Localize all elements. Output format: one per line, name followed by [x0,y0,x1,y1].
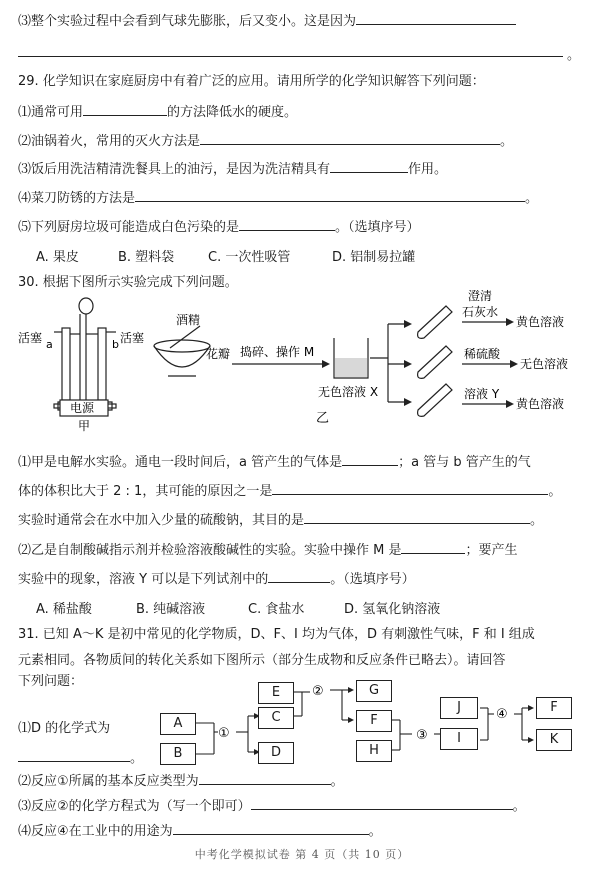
q31-p1-end: 。 [130,751,144,766]
q30-p1-b: ；a 管与 b 管产生的气 [398,455,531,470]
q29-p2-end: 。 [500,134,514,149]
power-label: 电源 [70,401,95,415]
node-f2: F [536,697,572,719]
result1-label: 黄色溶液 [516,315,565,329]
solution-x-label: 无色溶液 X [318,385,379,399]
q30-p2-a: ⑵乙是自制酸碱指示剂并检验溶液酸碱性的实验。实验中操作 M 是 [18,543,402,558]
arrowhead-1 [404,320,412,328]
node-b: B [160,743,196,765]
q29-p1-b: 的方法降低水的硬度。 [167,105,298,120]
step-label: 捣碎、操作 M [240,345,315,359]
b-label: b [112,338,119,351]
result2-label: 无色溶液 [520,357,569,371]
q28-3-blank-2[interactable] [18,56,563,57]
electrolysis-apparatus [50,298,116,412]
q31-p3-end: 。 [512,799,526,814]
step-arrowhead [322,360,330,368]
beaker-liquid [335,358,367,377]
q30-p1-d-end: 。 [530,513,544,528]
q29-p1-a: ⑴通常可用 [18,105,84,120]
q31-p3 [18,796,526,816]
arrowhead-r3 [506,400,514,408]
q31-title: 31. 已知 A～K 是初中常见的化学物质，D、F、I 均为气体，D 有刺激性气味，F 和 I 组成 [18,627,535,642]
node-d: D [258,742,294,764]
reaction-3: ③ [416,728,428,743]
q29-p2-a: ⑵油锅着火，常用的灭火方法是 [18,134,201,149]
q28-3-text: ⑶整个实验过程中会看到气球先膨胀，后又变小。这是因为 [18,14,357,29]
q31-p4-a: ⑷反应④在工业中的用途为 [18,824,173,839]
q31-arrowheads [254,687,534,755]
q30-p1-line3 [18,510,543,530]
q30-p1-line2 [18,481,561,501]
q29-p5-blank[interactable] [239,217,335,231]
arrowhead-3 [404,398,412,406]
q30-p1-blank-1[interactable] [342,452,398,466]
q29-p5 [18,217,420,237]
q31-line3: 下列问题： [18,674,84,689]
q30-p2-line2 [18,569,415,589]
valve-left-label: 活塞 [18,331,43,345]
q28-3-line [18,11,516,31]
jia-label: 甲 [78,419,91,433]
q31-p1: ⑴D 的化学式为 [18,721,111,736]
petals-label: 花瓣 [206,347,231,361]
q29-title: 29. 化学知识在家庭厨房中有着广泛的应用。请用所学的化学知识解答下列问题： [18,74,485,89]
q31-diagram [0,678,604,778]
arrowhead-r1 [506,318,514,326]
q31-p3-a: ⑶反应②的化学方程式为（写一个即可） [18,799,251,814]
page-footer: 中考化学模拟试卷 第 4 页（共 10 页） [194,848,410,861]
reagent1b-label: 石灰水 [462,305,499,319]
node-h: H [356,740,392,762]
arrowhead-2 [404,360,412,368]
q29-option-d: D. 铝制易拉罐 [332,250,416,265]
node-j: J [440,697,478,719]
q28-3-end: 。 [567,48,581,63]
q29-p1 [18,102,297,122]
q29-p2 [18,131,513,151]
node-e: E [258,682,294,704]
node-c: C [258,707,294,729]
q29-p3-b: 作用。 [408,162,448,177]
q30-option-d: D. 氢氧化钠溶液 [344,602,441,617]
reaction-2: ② [312,684,324,699]
q30-p2-c: 实验中的现象，溶液 Y 可以是下列试剂中的 [18,572,269,587]
q29-p3-blank[interactable] [330,159,408,173]
q31-line2: 元素相同。各物质间的转化关系如下图所示（部分生成物和反应条件已略去）。请回答 [18,653,506,668]
q31-p4-blank[interactable] [173,821,369,835]
node-i: I [440,728,478,750]
node-a: A [160,713,196,735]
q31-p4-end: 。 [368,824,382,839]
q29-option-a: A. 果皮 [36,250,79,265]
q31-p3-blank[interactable] [251,796,513,810]
q31-p2-end: 。 [330,774,344,789]
q29-p3-a: ⑶饭后用洗洁精清洗餐具上的油污，是因为洗洁精具有 [18,162,331,177]
q30-option-a: A. 稀盐酸 [36,602,92,617]
test-tubes [418,306,452,416]
reagent2-label: 稀硫酸 [464,347,501,361]
q30-p2 [18,540,518,560]
q30-p2-b: ；要产生 [465,543,518,558]
q29-p2-blank[interactable] [200,131,500,145]
q30-p1-blank-3[interactable] [304,510,530,524]
q30-p1-blank-2[interactable] [272,481,548,495]
q30-figure [0,284,604,440]
q30-p1-end: 。 [548,484,562,499]
q30-p1-d: 实验时通常会在水中加入少量的硫酸钠，其目的是 [18,513,305,528]
node-f: F [356,710,392,732]
node-g: G [356,680,392,702]
q29-option-b: B. 塑料袋 [118,250,175,265]
q29-p5-b: 。（选填序号） [335,220,420,235]
valve-right-label: 活塞 [120,331,145,345]
q30-p1 [18,452,531,472]
q30-option-b: B. 纯碱溶液 [136,602,206,617]
alcohol-label: 酒精 [176,313,201,327]
reaction-4: ④ [496,707,508,722]
q30-p1-c: 体的体积比大于 2 : 1，其可能的原因之一是 [18,484,273,499]
q29-option-c: C. 一次性吸管 [208,250,291,265]
q31-p4 [18,821,382,841]
q31-p2 [18,771,344,791]
q29-p4-a: ⑷菜刀防锈的方法是 [18,191,136,206]
result3-label: 黄色溶液 [516,397,565,411]
q29-p4-end: 。 [525,191,539,206]
mortar-and-pestle [154,326,210,376]
yi-label: 乙 [316,411,330,426]
q29-p4-blank[interactable] [135,188,525,202]
q29-p5-a: ⑸下列厨房垃圾可能造成白色污染的是 [18,220,240,235]
q29-p3 [18,159,447,179]
node-k: K [536,729,572,751]
q31-p2-a: ⑵反应①所属的基本反应类型为 [18,774,199,789]
reaction-1: ① [218,726,230,741]
reagent3-label: 溶液 Y [464,387,500,401]
a-label: a [46,338,53,351]
q30-title: 30. 根据下图所示实验完成下列问题。 [18,275,238,290]
q31-p2-blank[interactable] [199,771,331,785]
q30-p2-blank-1[interactable] [401,540,465,554]
q30-option-c: C. 食盐水 [248,602,305,617]
arrowhead-r2 [510,360,518,368]
reagent1-label: 澄清 [468,289,493,303]
q28-3-blank[interactable] [356,11,516,25]
q29-p1-blank[interactable] [83,102,167,116]
q30-p2-d: 。（选填序号） [330,572,415,587]
q29-p4 [18,188,538,208]
q30-p1-a: ⑴甲是电解水实验。通电一段时间后，a 管产生的气体是 [18,455,343,470]
q30-p2-blank-2[interactable] [268,569,330,583]
